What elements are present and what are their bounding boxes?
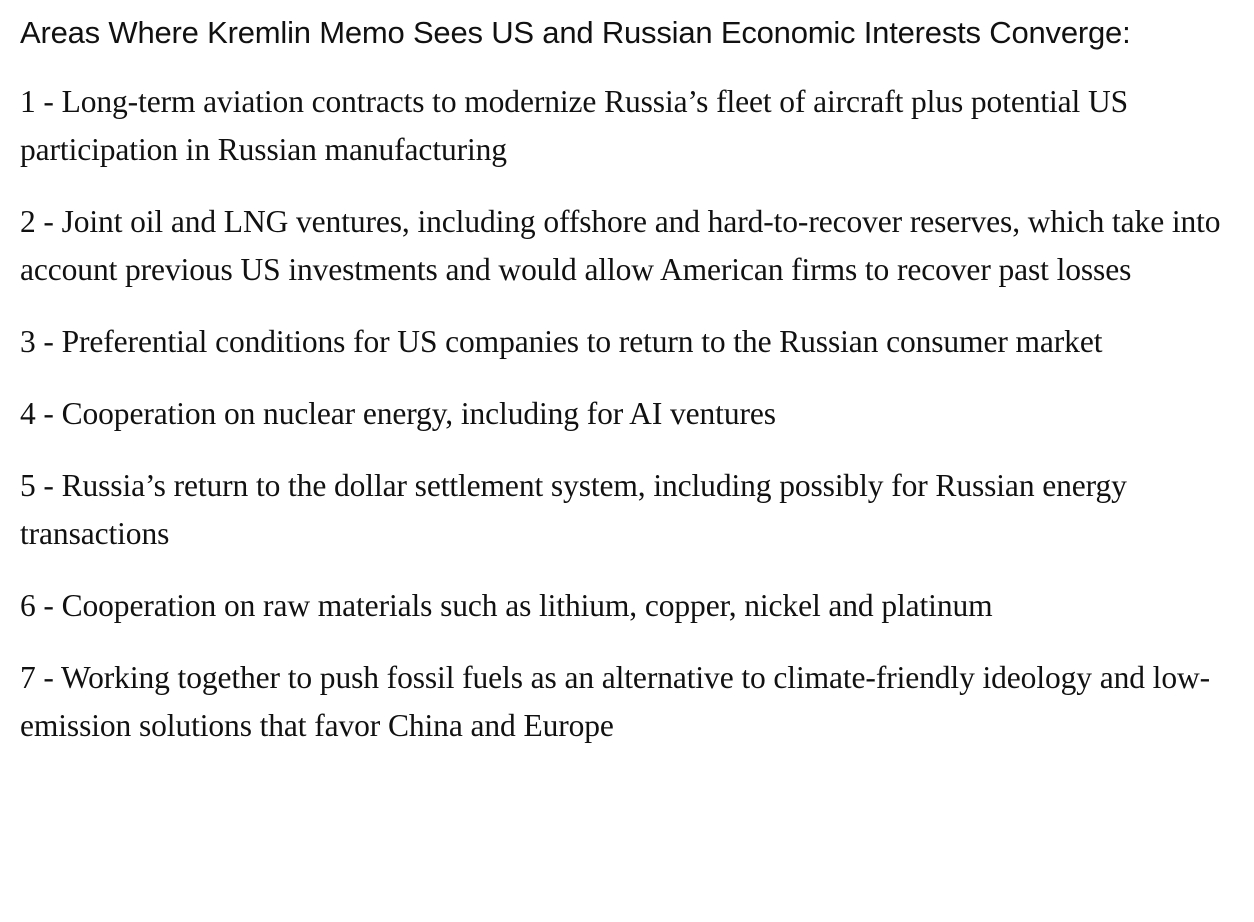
list-item: 7 - Working together to push fossil fuels as an alternative to climate-friendly ideology and low-emission solutions that favor China and Europe — [20, 660, 1211, 743]
list-item: 1 - Long-term aviation contracts to modernize Russia’s fleet of aircraft plus potential US participation in Russian manufacturing — [20, 84, 1129, 167]
interest-list — [20, 78, 1242, 750]
list-item: 4 - Cooperation on nuclear energy, including for AI ventures — [20, 396, 776, 431]
list-item: 5 - Russia’s return to the dollar settlement system, including possibly for Russian energy transactions — [20, 468, 1127, 551]
list-item: 6 - Cooperation on raw materials such as lithium, copper, nickel and platinum — [20, 588, 993, 623]
list-item: 3 - Preferential conditions for US companies to return to the Russian consumer market — [20, 324, 1103, 359]
document-title: Areas Where Kremlin Memo Sees US and Russian Economic Interests Converge: — [20, 15, 1131, 50]
list-item: 2 - Joint oil and LNG ventures, including offshore and hard-to-recover reserves, which take into account previous US investments and would allow American firms to recover past losses — [20, 204, 1221, 287]
document — [20, 14, 1242, 750]
